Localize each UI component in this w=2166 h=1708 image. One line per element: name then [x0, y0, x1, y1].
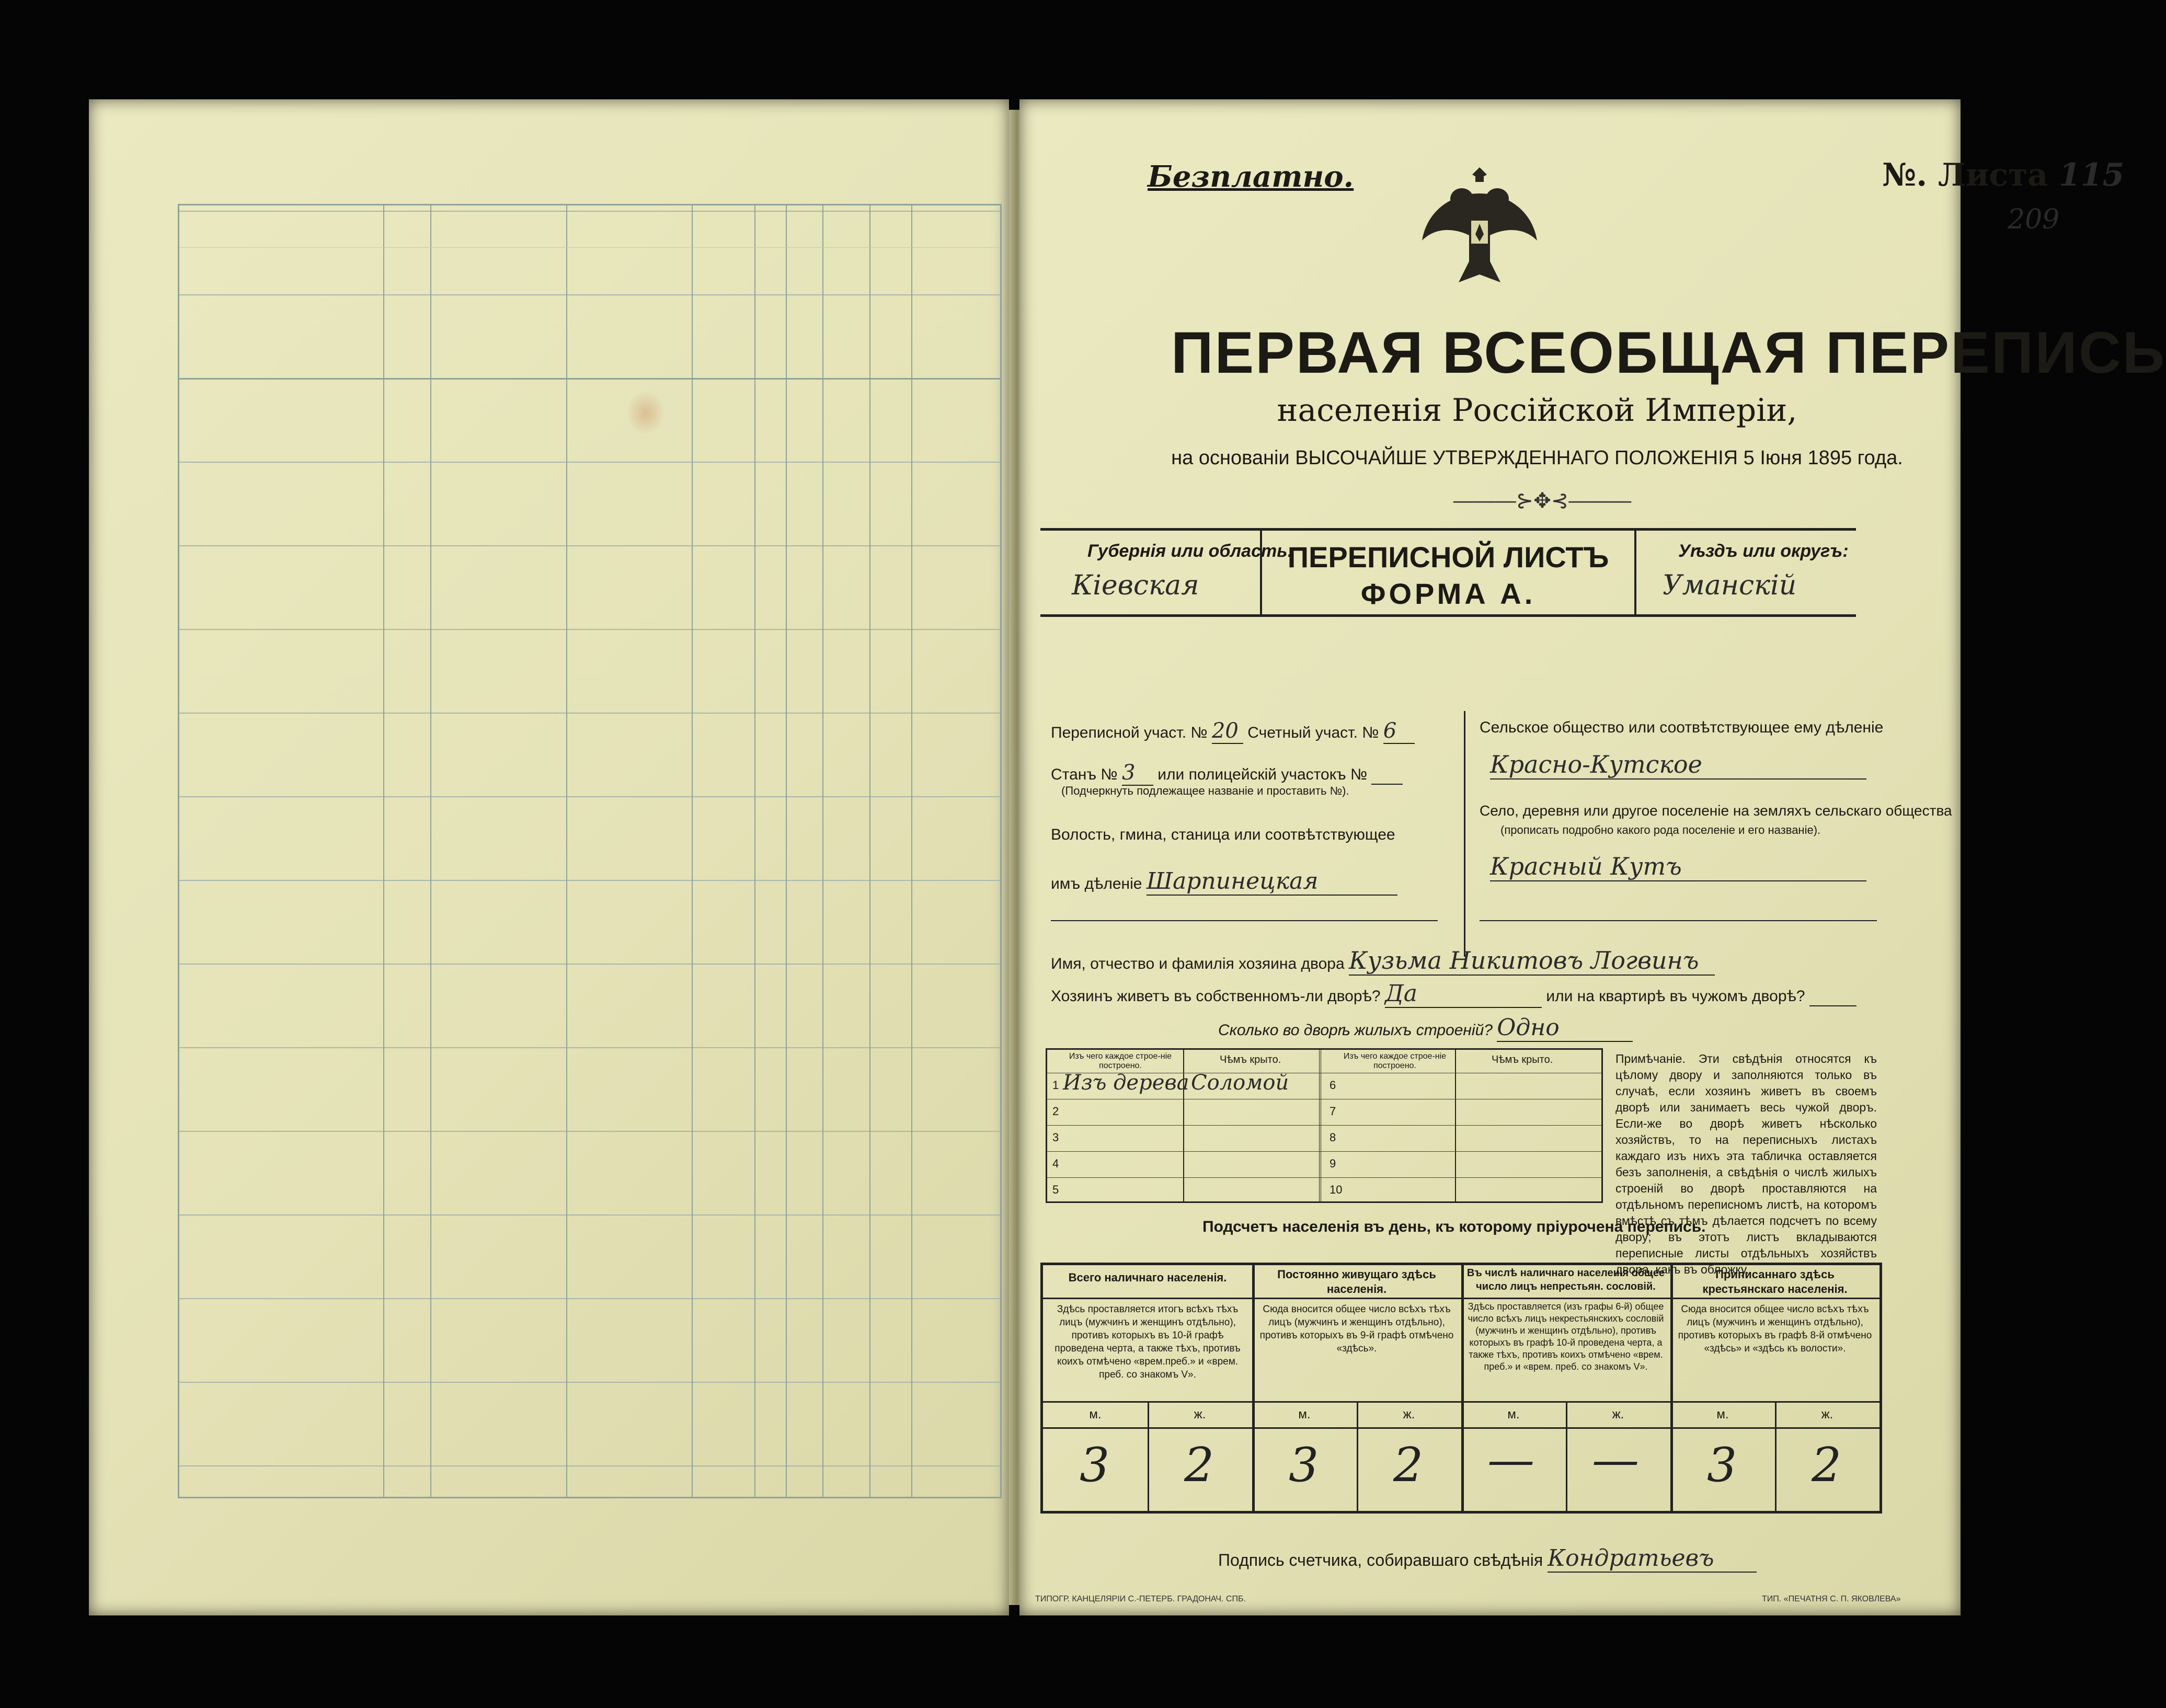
sheet-number-secondary-value: 209: [2008, 204, 2060, 235]
count-title: Подсчетъ населенія въ день, къ которому пріурочена перепись.: [1202, 1218, 1706, 1235]
nonpeasant-male: —: [1487, 1432, 1534, 1487]
building-row-2: 2: [1052, 1105, 1059, 1118]
field-divider: [1464, 711, 1465, 957]
building-1-material: Изъ дерева: [1063, 1071, 1189, 1095]
buildings-count-value: Одно: [1497, 1014, 1633, 1042]
village-value: Красный Кутъ: [1490, 852, 1866, 881]
census-subtitle: населенія Россійской Имперіи,: [1277, 392, 1797, 429]
stan-field: Станъ № 3 или полицейскій участокъ №: [1051, 761, 1403, 786]
count-header-total: Всего наличнаго населенія.: [1068, 1271, 1227, 1284]
printer-left: ТИПОГР. КАНЦЕЛЯРІИ С.-ПЕТЕРБ. ГРАДОНАЧ. СПБ.: [1035, 1595, 1246, 1603]
census-basis: на основаніи ВЫСОЧАЙШЕ УТВЕРЖДЕННАГО ПОЛОЖЕНІЯ 5 Іюня 1895 года.: [1171, 447, 1903, 469]
count-desc-total: Здѣсь проставляется итогъ всѣхъ тѣхъ лицъ (мужчинъ и женщинъ отдѣльно), противъ которыхъ въ 10-й графѣ проведена черта, а также тѣхъ, противъ коихъ отмѣчено «врем.преб.» и «врем. преб. со знакомъ V».: [1055, 1304, 1241, 1380]
district-box: [1634, 531, 1856, 614]
m-label-1: м.: [1089, 1407, 1102, 1422]
roof-header-left: Чѣмъ крыто.: [1220, 1054, 1281, 1065]
signature-value: Кондратьевъ: [1548, 1545, 1757, 1573]
census-book: [78, 89, 2166, 1631]
m-label-2: м.: [1298, 1407, 1311, 1422]
f-label-4: ж.: [1821, 1407, 1833, 1422]
peasant-female: 2: [1812, 1438, 1842, 1493]
total-male: 3: [1080, 1438, 1110, 1493]
total-female: 2: [1184, 1438, 1214, 1493]
district-value: Уманскій: [1663, 570, 1797, 601]
paper-stain: [627, 392, 664, 434]
building-row-8: 8: [1330, 1131, 1336, 1144]
own-yard-value: Да: [1385, 980, 1542, 1008]
ornament-divider: ―――⊱✥⊰―――: [1453, 489, 1632, 513]
free-label: Безплатно.: [1148, 159, 1354, 194]
roof-header-right: Чѣмъ крыто.: [1492, 1054, 1553, 1065]
building-row-1: 1: [1052, 1079, 1059, 1092]
permanent-female: 2: [1393, 1438, 1424, 1493]
printer-right: ТИП. «ПЕЧАТНЯ С. П. ЯКОВЛЕВА»: [1762, 1595, 1901, 1603]
building-row-9: 9: [1330, 1157, 1336, 1170]
province-box: [1040, 531, 1293, 614]
form-title: ПЕРЕПИСНОЙ ЛИСТЪ: [1287, 541, 1609, 574]
peasant-male: 3: [1707, 1438, 1737, 1493]
form-header-box: [1040, 528, 1856, 617]
owner-value: Кузьма Никитовъ Логвинъ: [1349, 946, 1715, 976]
count-desc-permanent: Сюда вносится общее число всѣхъ тѣхъ лицъ (мужчинъ и женщинъ отдѣльно), противъ которыхъ въ 9-й графѣ отмѣчено «здѣсь».: [1259, 1304, 1454, 1354]
volost-value: Шарпинецкая: [1147, 868, 1397, 896]
underline-hint: (Подчеркнуть подлежащее названіе и проставить №).: [1061, 784, 1349, 797]
building-row-10: 10: [1330, 1183, 1343, 1196]
permanent-male: 3: [1289, 1438, 1319, 1493]
material-header-left: Изъ чего каждое строе-ніе построено.: [1069, 1052, 1172, 1070]
sheet-label: №. Листа: [1882, 157, 2048, 193]
count-header-peasant: Приписаннаго здѣсь крестьянскаго населенія.: [1702, 1268, 1848, 1296]
owner-field: Имя, отчество и фамилія хозяина двора Кузьма Никитовъ Логвинъ: [1051, 946, 1715, 976]
nonpeasant-female: —: [1592, 1432, 1639, 1487]
m-label-4: м.: [1716, 1407, 1729, 1422]
buildings-table: [1046, 1048, 1603, 1203]
count-desc-peasant: Сюда вносится общее число всѣхъ тѣхъ лицъ (мужчинъ и женщинъ отдѣльно), противъ которыхъ въ графѣ 8-й отмѣчено «здѣсь» и «здѣсь къ волости».: [1678, 1304, 1872, 1354]
f-label-1: ж.: [1194, 1407, 1206, 1422]
census-section-field: Переписной участ. № 20 Счетный участ. № 6: [1051, 719, 1415, 744]
count-section-value: 6: [1383, 719, 1415, 744]
left-page: [89, 99, 1009, 1615]
village-hint: (прописать подробно какого рода поселеніе и его названіе).: [1500, 823, 1821, 836]
stan-value: 3: [1122, 761, 1153, 786]
f-label-3: ж.: [1612, 1407, 1624, 1422]
m-label-3: м.: [1507, 1407, 1520, 1422]
right-page: [1019, 99, 2166, 1615]
count-header-permanent: Постоянно живущаго здѣсь населенія.: [1277, 1268, 1436, 1296]
buildings-count-field: Сколько во дворѣ жилыхъ строеній? Одно: [1218, 1014, 1633, 1042]
f-label-2: ж.: [1403, 1407, 1415, 1422]
district-label: Уѣздъ или округъ:: [1678, 541, 1849, 561]
imperial-eagle-icon: [1417, 162, 1542, 293]
building-row-6: 6: [1330, 1079, 1336, 1092]
province-value: Кіевская: [1072, 570, 1199, 601]
grid-header: [179, 205, 1000, 380]
left-page-grid: [178, 204, 1002, 1498]
volost-extra-line: [1051, 920, 1438, 921]
signature-field: Подпись счетчика, собиравшаго свѣдѣнія Кондратьевъ: [1218, 1545, 1757, 1573]
count-desc-nonpeasant: Здѣсь проставляется (изъ графы 6-й) общее число всѣхъ лицъ некрестьянскихъ сословій (мужчинъ и женщинъ отдѣльно), противъ которыхъ въ графѣ 10-й проведена черта, а также тѣхъ, противъ коихъ отмѣчено «врем. преб.» и «врем. преб. со знакомъ V».: [1468, 1301, 1664, 1372]
rural-society-label: Сельское общество или соотвѣтствующее ему дѣленіе: [1480, 719, 1884, 736]
volost-label: Волость, гмина, станица или соотвѣтствующее: [1051, 826, 1395, 843]
rural-society-value: Красно-Кутское: [1490, 750, 1866, 780]
building-row-4: 4: [1052, 1157, 1059, 1170]
building-1-roof: Соломой: [1191, 1071, 1289, 1095]
census-section-value: 20: [1212, 719, 1243, 744]
sheet-number: [1882, 157, 2124, 193]
count-header-nonpeasant: Въ числѣ наличнаго населенія общее число лицъ непрестьян. сословій.: [1466, 1267, 1665, 1292]
village-extra-line: [1480, 920, 1877, 921]
building-row-5: 5: [1052, 1183, 1059, 1196]
building-row-7: 7: [1330, 1105, 1336, 1118]
village-label: Село, деревня или другое поселеніе на земляхъ сельскаго общества: [1480, 803, 1952, 819]
census-title: ПЕРВАЯ ВСЕОБЩАЯ ПЕРЕПИСЬ: [1171, 320, 2166, 385]
building-row-3: 3: [1052, 1131, 1059, 1144]
sheet-number-value: 115: [2059, 157, 2125, 193]
buildings-note: Примѣчаніе. Эти свѣдѣнія относятся къ цѣлому двору и заполняются только въ случаѣ, если хозяинъ живетъ въ своемъ дворѣ или занимаетъ весь чужой дворъ. Если-же во дворѣ живетъ нѣсколько хозяйствъ, то на переписныхъ листахъ каждаго изъ нихъ эта табличка оставляется безъ заполненія, а свѣдѣнія о числѣ жилыхъ строеній во дворѣ проставляются на отдѣльномъ переписномъ листѣ, на которомъ вмѣстѣ съ тѣмъ дѣлается подсчетъ по всему двору; въ этотъ листъ вкладываются переписные листы отдѣльныхъ хозяйствъ двора, какъ въ обложку.: [1615, 1052, 1877, 1276]
own-yard-field: Хозяинъ живетъ въ собственномъ-ли дворѣ? Да или на квартирѣ въ чужомъ дворѣ?: [1051, 980, 1856, 1008]
form-subtitle: ФОРМА А.: [1360, 577, 1536, 610]
volost-field: имъ дѣленіе Шарпинецкая: [1051, 868, 1397, 896]
province-label: Губернія или область:: [1087, 541, 1293, 561]
population-count-table: [1040, 1263, 1882, 1514]
material-header-right: Изъ чего каждое строе-ніе построено.: [1343, 1052, 1447, 1070]
